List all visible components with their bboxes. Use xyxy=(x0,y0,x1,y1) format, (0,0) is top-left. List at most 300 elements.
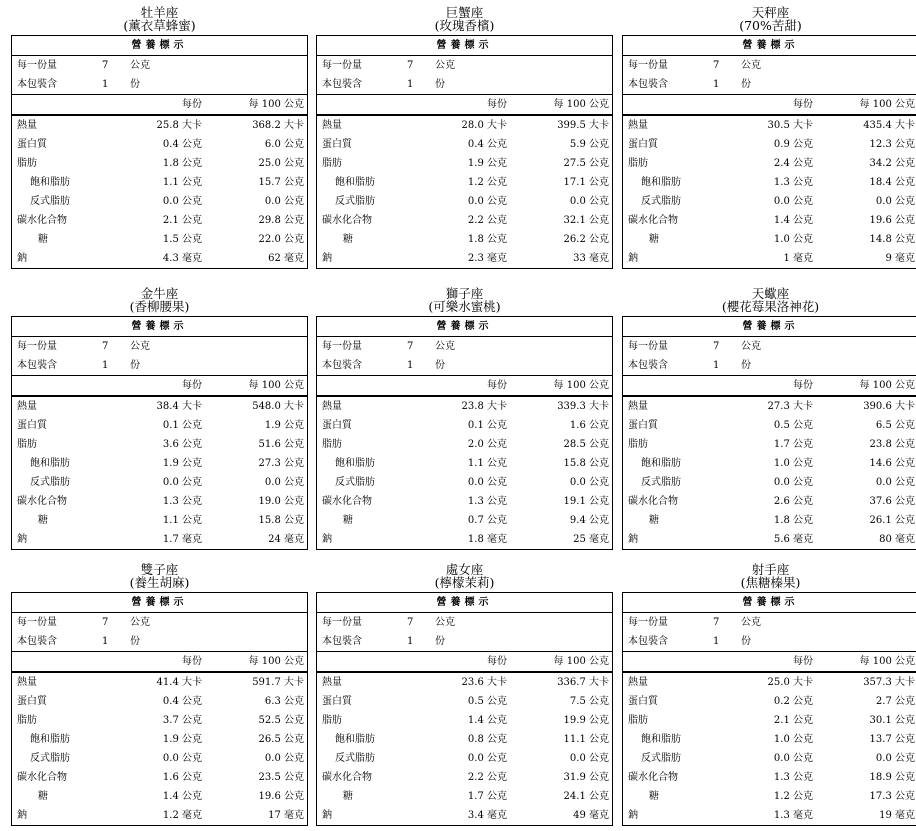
servings-row xyxy=(12,75,307,95)
satfat-per-serving: 1.9 公克 xyxy=(162,458,202,469)
satfat-label: 飽和脂肪 xyxy=(335,177,375,188)
sugar-per-100g: 14.8 公克 xyxy=(869,234,915,245)
satfat-label: 飽和脂肪 xyxy=(335,458,375,469)
fat-per-100g: 30.1 公克 xyxy=(869,715,915,726)
energy-label: 熱量 xyxy=(628,120,648,131)
sodium-label: 鈉 xyxy=(322,534,332,545)
transfat-per-100g: 0.0 公克 xyxy=(264,196,304,207)
sugar-row xyxy=(12,230,307,249)
sodium-per-100g: 25 毫克 xyxy=(573,534,609,545)
panel-title xyxy=(316,563,613,589)
carb-per-serving: 1.6 公克 xyxy=(162,772,202,783)
col-per-100g: 每 100 公克 xyxy=(859,656,915,667)
carb-row xyxy=(317,768,612,787)
fat-label: 脂肪 xyxy=(17,158,37,169)
sugar-label: 糖 xyxy=(649,791,659,802)
transfat-row xyxy=(623,192,916,211)
nutrition-facts-table xyxy=(622,592,916,826)
transfat-per-serving: 0.0 公克 xyxy=(162,196,202,207)
carb-per-100g: 18.9 公克 xyxy=(869,772,915,783)
satfat-label: 飽和脂肪 xyxy=(641,734,681,745)
energy-label: 熱量 xyxy=(322,677,342,688)
fat-per-serving: 2.1 公克 xyxy=(773,715,813,726)
protein-row xyxy=(623,416,916,435)
sugar-per-serving: 0.7 公克 xyxy=(467,515,507,526)
serving-size-label: 每一份量 xyxy=(628,60,668,71)
carb-row xyxy=(317,211,612,230)
serving-size-label: 每一份量 xyxy=(322,617,362,628)
carb-label: 碳水化合物 xyxy=(17,772,67,783)
carb-per-serving: 2.2 公克 xyxy=(467,215,507,226)
protein-per-100g: 6.0 公克 xyxy=(264,139,304,150)
table-header: 營養標示 xyxy=(623,36,916,56)
sugar-label: 糖 xyxy=(343,515,353,526)
panel-title xyxy=(316,287,613,313)
panel-title xyxy=(622,287,916,313)
protein-per-100g: 6.5 公克 xyxy=(875,420,915,431)
servings-value: 1 xyxy=(407,636,414,647)
carb-label: 碳水化合物 xyxy=(322,496,372,507)
zodiac-name: 天秤座 xyxy=(751,5,790,20)
energy-label: 熱量 xyxy=(17,677,37,688)
serving-size-unit: 公克 xyxy=(130,60,150,71)
protein-per-100g: 5.9 公克 xyxy=(569,139,609,150)
carb-label: 碳水化合物 xyxy=(322,215,372,226)
energy-row xyxy=(317,397,612,416)
satfat-row xyxy=(317,173,612,192)
fat-label: 脂肪 xyxy=(17,439,37,450)
sugar-per-serving: 1.8 公克 xyxy=(467,234,507,245)
nutrition-panel xyxy=(11,6,308,269)
sugar-per-serving: 1.0 公克 xyxy=(773,234,813,245)
servings-value: 1 xyxy=(713,79,720,90)
protein-row xyxy=(317,135,612,154)
serving-size-row xyxy=(12,613,307,632)
transfat-per-100g: 0.0 公克 xyxy=(875,196,915,207)
column-header-row xyxy=(623,376,916,397)
energy-per-100g: 435.4 大卡 xyxy=(863,120,915,131)
nutrition-panel xyxy=(316,6,613,269)
satfat-per-100g: 17.1 公克 xyxy=(563,177,609,188)
protein-label: 蛋白質 xyxy=(628,139,658,150)
carb-row xyxy=(623,492,916,511)
sodium-per-100g: 19 毫克 xyxy=(879,810,915,821)
panel-title xyxy=(622,6,916,32)
protein-label: 蛋白質 xyxy=(17,420,47,431)
fat-row xyxy=(317,711,612,730)
column-header-row xyxy=(12,652,307,673)
transfat-label: 反式脂肪 xyxy=(335,753,375,764)
carb-per-100g: 31.9 公克 xyxy=(563,772,609,783)
energy-row xyxy=(623,673,916,692)
energy-row xyxy=(12,397,307,416)
energy-per-100g: 591.7 大卡 xyxy=(252,677,304,688)
servings-row xyxy=(623,356,916,376)
sugar-label: 糖 xyxy=(38,234,48,245)
transfat-label: 反式脂肪 xyxy=(641,477,681,488)
serving-size-row xyxy=(317,613,612,632)
energy-row xyxy=(317,673,612,692)
carb-row xyxy=(317,492,612,511)
fat-row xyxy=(317,435,612,454)
panel-title xyxy=(11,563,308,589)
transfat-per-100g: 0.0 公克 xyxy=(569,196,609,207)
col-per-serving: 每份 xyxy=(793,656,813,667)
servings-row xyxy=(317,75,612,95)
sodium-label: 鈉 xyxy=(628,253,638,264)
servings-value: 1 xyxy=(713,360,720,371)
protein-row xyxy=(317,416,612,435)
transfat-per-serving: 0.0 公克 xyxy=(773,196,813,207)
nutrition-facts-table xyxy=(11,316,308,550)
serving-size-unit: 公克 xyxy=(435,60,455,71)
serving-size-unit: 公克 xyxy=(741,341,761,352)
flavor-name: (香柳腰果) xyxy=(129,299,190,314)
carb-label: 碳水化合物 xyxy=(17,215,67,226)
col-per-serving: 每份 xyxy=(182,656,202,667)
satfat-per-serving: 0.8 公克 xyxy=(467,734,507,745)
column-header-row xyxy=(317,376,612,397)
sodium-label: 鈉 xyxy=(322,253,332,264)
zodiac-name: 金牛座 xyxy=(140,286,179,301)
transfat-per-100g: 0.0 公克 xyxy=(569,477,609,488)
servings-unit: 份 xyxy=(130,360,140,371)
carb-per-serving: 1.3 公克 xyxy=(162,496,202,507)
col-per-100g: 每 100 公克 xyxy=(248,656,304,667)
transfat-label: 反式脂肪 xyxy=(335,477,375,488)
fat-per-100g: 28.5 公克 xyxy=(563,439,609,450)
serving-size-value: 7 xyxy=(102,617,109,628)
sugar-per-100g: 9.4 公克 xyxy=(569,515,609,526)
carb-per-serving: 2.2 公克 xyxy=(467,772,507,783)
flavor-name: (70%苦甜) xyxy=(739,18,802,33)
sugar-label: 糖 xyxy=(649,515,659,526)
serving-size-row xyxy=(317,337,612,356)
sugar-row xyxy=(623,787,916,806)
protein-row xyxy=(12,135,307,154)
satfat-per-serving: 1.9 公克 xyxy=(162,734,202,745)
nutrition-panel xyxy=(622,563,916,826)
transfat-per-serving: 0.0 公克 xyxy=(162,753,202,764)
satfat-row xyxy=(12,454,307,473)
zodiac-name: 處女座 xyxy=(445,562,484,577)
col-per-serving: 每份 xyxy=(182,380,202,391)
col-per-serving: 每份 xyxy=(487,656,507,667)
fat-row xyxy=(623,711,916,730)
serving-size-row xyxy=(623,337,916,356)
sugar-row xyxy=(317,511,612,530)
serving-size-unit: 公克 xyxy=(130,617,150,628)
nutrition-facts-table xyxy=(622,316,916,550)
servings-value: 1 xyxy=(713,636,720,647)
satfat-per-serving: 1.0 公克 xyxy=(773,458,813,469)
sugar-label: 糖 xyxy=(38,515,48,526)
fat-row xyxy=(12,435,307,454)
protein-row xyxy=(12,692,307,711)
serving-size-label: 每一份量 xyxy=(17,617,57,628)
sugar-row xyxy=(623,511,916,530)
servings-label: 本包裝含 xyxy=(322,360,362,371)
protein-per-100g: 12.3 公克 xyxy=(869,139,915,150)
protein-per-100g: 6.3 公克 xyxy=(264,696,304,707)
satfat-label: 飽和脂肪 xyxy=(335,734,375,745)
fat-row xyxy=(12,154,307,173)
serving-size-row xyxy=(623,56,916,75)
fat-label: 脂肪 xyxy=(628,158,648,169)
nutrition-panel xyxy=(11,287,308,550)
satfat-per-100g: 13.7 公克 xyxy=(869,734,915,745)
sodium-row xyxy=(12,806,307,825)
satfat-per-100g: 15.8 公克 xyxy=(563,458,609,469)
col-per-serving: 每份 xyxy=(182,99,202,110)
transfat-label: 反式脂肪 xyxy=(30,196,70,207)
transfat-label: 反式脂肪 xyxy=(30,753,70,764)
protein-label: 蛋白質 xyxy=(322,420,352,431)
carb-row xyxy=(12,768,307,787)
sugar-per-100g: 22.0 公克 xyxy=(258,234,304,245)
sodium-row xyxy=(12,249,307,268)
transfat-row xyxy=(317,192,612,211)
fat-row xyxy=(317,154,612,173)
zodiac-name: 天蠍座 xyxy=(751,286,790,301)
sodium-per-100g: 33 毫克 xyxy=(573,253,609,264)
panel-title xyxy=(11,287,308,313)
protein-per-100g: 2.7 公克 xyxy=(875,696,915,707)
table-header: 營養標示 xyxy=(12,317,307,337)
col-per-100g: 每 100 公克 xyxy=(248,380,304,391)
transfat-label: 反式脂肪 xyxy=(641,196,681,207)
column-header-row xyxy=(12,95,307,116)
nutrition-facts-table xyxy=(11,592,308,826)
serving-size-value: 7 xyxy=(407,617,414,628)
sodium-per-serving: 5.6 毫克 xyxy=(773,534,813,545)
fat-per-serving: 2.4 公克 xyxy=(773,158,813,169)
serving-size-unit: 公克 xyxy=(741,617,761,628)
nutrition-panel xyxy=(622,6,916,269)
satfat-label: 飽和脂肪 xyxy=(30,734,70,745)
fat-per-serving: 1.7 公克 xyxy=(773,439,813,450)
servings-label: 本包裝含 xyxy=(17,360,57,371)
satfat-per-serving: 1.1 公克 xyxy=(162,177,202,188)
energy-per-100g: 368.2 大卡 xyxy=(252,120,304,131)
sodium-per-100g: 62 毫克 xyxy=(268,253,304,264)
carb-row xyxy=(623,211,916,230)
servings-unit: 份 xyxy=(435,360,445,371)
carb-label: 碳水化合物 xyxy=(628,496,678,507)
col-per-100g: 每 100 公克 xyxy=(248,99,304,110)
carb-per-100g: 19.6 公克 xyxy=(869,215,915,226)
servings-value: 1 xyxy=(407,79,414,90)
table-header: 營養標示 xyxy=(317,36,612,56)
protein-row xyxy=(317,692,612,711)
fat-per-100g: 27.5 公克 xyxy=(563,158,609,169)
serving-size-value: 7 xyxy=(713,617,720,628)
servings-label: 本包裝含 xyxy=(628,636,668,647)
energy-per-serving: 23.8 大卡 xyxy=(461,401,507,412)
col-per-100g: 每 100 公克 xyxy=(553,656,609,667)
protein-per-serving: 0.5 公克 xyxy=(773,420,813,431)
fat-per-serving: 2.0 公克 xyxy=(467,439,507,450)
protein-label: 蛋白質 xyxy=(17,696,47,707)
flavor-name: (玫瑰香檳) xyxy=(434,18,495,33)
sodium-label: 鈉 xyxy=(322,810,332,821)
satfat-per-100g: 26.5 公克 xyxy=(258,734,304,745)
fat-per-100g: 23.8 公克 xyxy=(869,439,915,450)
carb-per-serving: 2.6 公克 xyxy=(773,496,813,507)
sodium-per-100g: 17 毫克 xyxy=(268,810,304,821)
transfat-per-serving: 0.0 公克 xyxy=(773,477,813,488)
energy-row xyxy=(623,397,916,416)
servings-value: 1 xyxy=(102,79,109,90)
table-header: 營養標示 xyxy=(12,36,307,56)
energy-row xyxy=(623,116,916,135)
transfat-per-serving: 0.0 公克 xyxy=(162,477,202,488)
sodium-label: 鈉 xyxy=(17,534,27,545)
protein-row xyxy=(12,416,307,435)
carb-label: 碳水化合物 xyxy=(322,772,372,783)
serving-size-unit: 公克 xyxy=(130,341,150,352)
serving-size-row xyxy=(317,56,612,75)
protein-per-serving: 0.1 公克 xyxy=(162,420,202,431)
protein-per-serving: 0.4 公克 xyxy=(467,139,507,150)
nutrition-panel xyxy=(316,563,613,826)
serving-size-value: 7 xyxy=(713,341,720,352)
energy-label: 熱量 xyxy=(628,401,648,412)
sodium-row xyxy=(317,530,612,549)
serving-size-label: 每一份量 xyxy=(322,60,362,71)
table-header: 營養標示 xyxy=(317,593,612,613)
sugar-per-100g: 26.2 公克 xyxy=(563,234,609,245)
sodium-per-100g: 9 毫克 xyxy=(885,253,915,264)
zodiac-name: 巨蟹座 xyxy=(445,5,484,20)
serving-size-label: 每一份量 xyxy=(628,617,668,628)
serving-size-value: 7 xyxy=(713,60,720,71)
serving-size-value: 7 xyxy=(407,341,414,352)
sugar-per-serving: 1.2 公克 xyxy=(773,791,813,802)
energy-per-100g: 399.5 大卡 xyxy=(557,120,609,131)
transfat-row xyxy=(317,473,612,492)
sodium-per-serving: 1.7 毫克 xyxy=(162,534,202,545)
servings-label: 本包裝含 xyxy=(628,79,668,90)
transfat-row xyxy=(12,473,307,492)
carb-per-100g: 19.0 公克 xyxy=(258,496,304,507)
sodium-per-serving: 1 毫克 xyxy=(783,253,813,264)
sodium-row xyxy=(623,249,916,268)
protein-label: 蛋白質 xyxy=(17,139,47,150)
carb-per-100g: 23.5 公克 xyxy=(258,772,304,783)
energy-label: 熱量 xyxy=(17,120,37,131)
transfat-row xyxy=(12,749,307,768)
servings-unit: 份 xyxy=(741,636,751,647)
protein-per-100g: 7.5 公克 xyxy=(569,696,609,707)
satfat-per-100g: 15.7 公克 xyxy=(258,177,304,188)
table-header: 營養標示 xyxy=(12,593,307,613)
protein-per-serving: 0.4 公克 xyxy=(162,696,202,707)
sodium-label: 鈉 xyxy=(17,253,27,264)
satfat-row xyxy=(623,730,916,749)
nutrition-facts-table xyxy=(316,592,613,826)
panel-title xyxy=(11,6,308,32)
satfat-per-serving: 1.2 公克 xyxy=(467,177,507,188)
energy-per-serving: 25.8 大卡 xyxy=(156,120,202,131)
nutrition-facts-table xyxy=(316,35,613,269)
sugar-per-serving: 1.4 公克 xyxy=(162,791,202,802)
transfat-label: 反式脂肪 xyxy=(641,753,681,764)
servings-row xyxy=(12,356,307,376)
protein-per-serving: 0.1 公克 xyxy=(467,420,507,431)
sodium-row xyxy=(12,530,307,549)
satfat-per-100g: 14.6 公克 xyxy=(869,458,915,469)
transfat-per-serving: 0.0 公克 xyxy=(467,477,507,488)
table-header: 營養標示 xyxy=(623,593,916,613)
carb-row xyxy=(623,768,916,787)
fat-row xyxy=(623,435,916,454)
carb-label: 碳水化合物 xyxy=(628,215,678,226)
fat-label: 脂肪 xyxy=(628,715,648,726)
flavor-name: (櫻花莓果洛神花) xyxy=(721,299,820,314)
nutrition-panel xyxy=(316,287,613,550)
satfat-label: 飽和脂肪 xyxy=(641,177,681,188)
protein-label: 蛋白質 xyxy=(628,696,658,707)
transfat-per-100g: 0.0 公克 xyxy=(264,753,304,764)
nutrition-panel xyxy=(622,287,916,550)
sugar-per-serving: 1.7 公克 xyxy=(467,791,507,802)
transfat-label: 反式脂肪 xyxy=(30,477,70,488)
sodium-per-serving: 3.4 毫克 xyxy=(467,810,507,821)
sodium-row xyxy=(623,806,916,825)
zodiac-name: 射手座 xyxy=(751,562,790,577)
zodiac-name: 獅子座 xyxy=(445,286,484,301)
carb-per-100g: 37.6 公克 xyxy=(869,496,915,507)
flavor-name: (薰衣草蜂蜜) xyxy=(123,18,196,33)
fat-per-serving: 1.8 公克 xyxy=(162,158,202,169)
transfat-row xyxy=(623,749,916,768)
servings-label: 本包裝含 xyxy=(628,360,668,371)
flavor-name: (養生胡麻) xyxy=(129,575,190,590)
fat-row xyxy=(623,154,916,173)
transfat-per-100g: 0.0 公克 xyxy=(264,477,304,488)
nutrition-facts-table xyxy=(316,316,613,550)
energy-per-100g: 339.3 大卡 xyxy=(557,401,609,412)
energy-per-serving: 38.4 大卡 xyxy=(156,401,202,412)
sugar-per-serving: 1.8 公克 xyxy=(773,515,813,526)
energy-label: 熱量 xyxy=(628,677,648,688)
flavor-name: (焦糖榛果) xyxy=(740,575,801,590)
serving-size-row xyxy=(12,56,307,75)
servings-row xyxy=(623,632,916,652)
sodium-label: 鈉 xyxy=(628,534,638,545)
transfat-per-100g: 0.0 公克 xyxy=(875,753,915,764)
energy-label: 熱量 xyxy=(322,120,342,131)
serving-size-label: 每一份量 xyxy=(322,341,362,352)
nutrition-panel xyxy=(11,563,308,826)
serving-size-value: 7 xyxy=(407,60,414,71)
fat-label: 脂肪 xyxy=(322,715,342,726)
fat-per-100g: 51.6 公克 xyxy=(258,439,304,450)
sodium-row xyxy=(317,806,612,825)
servings-label: 本包裝含 xyxy=(17,79,57,90)
servings-row xyxy=(12,632,307,652)
protein-per-100g: 1.6 公克 xyxy=(569,420,609,431)
column-header-row xyxy=(623,95,916,116)
col-per-100g: 每 100 公克 xyxy=(859,380,915,391)
serving-size-unit: 公克 xyxy=(435,617,455,628)
table-header: 營養標示 xyxy=(317,317,612,337)
nutrition-facts-table xyxy=(11,35,308,269)
servings-unit: 份 xyxy=(130,79,140,90)
satfat-per-serving: 1.0 公克 xyxy=(773,734,813,745)
servings-value: 1 xyxy=(102,636,109,647)
